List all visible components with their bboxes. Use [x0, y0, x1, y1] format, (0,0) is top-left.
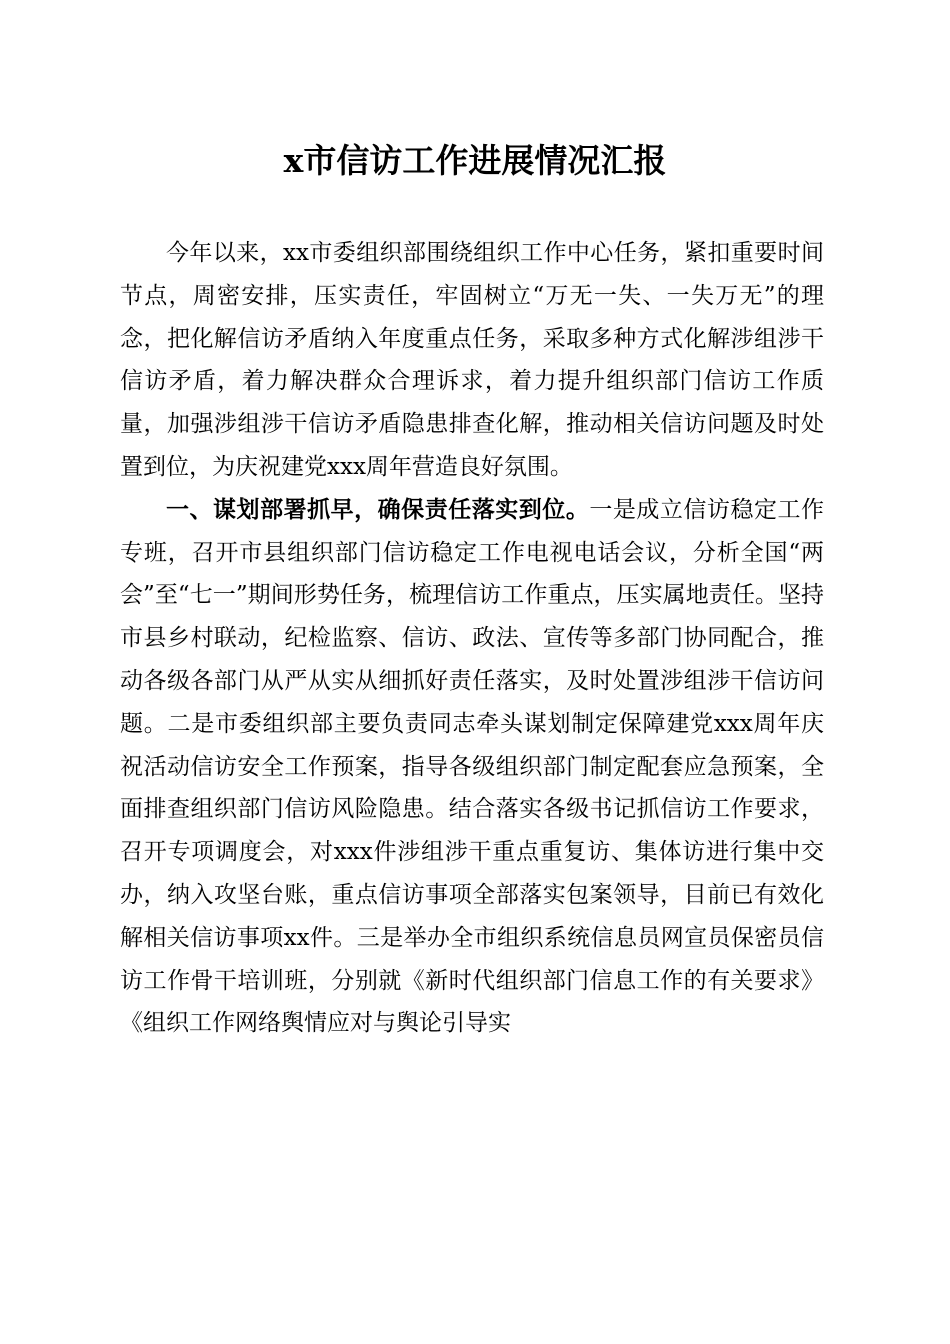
- document-body: [120, 232, 824, 1045]
- section-one-text: 一是成立信访稳定工作专班，召开市县组织部门信访稳定工作电视电话会议，分析全国“两会”至“七一”期间形势任务，梳理信访工作重点，压实属地责任。坚持市县乡村联动，纪检监察、信访、政法、宣传等多部门协同配合，推动各级各部门从严从实从细抓好责任落实，及时处置涉组涉干信访问题。二是市委组织部主要负责同志牵头谋划制定保障建党xxx周年庆祝活动信访安全工作预案，指导各级组织部门制定配套应急预案，全面排查组织部门信访风险隐患。结合落实各级书记抓信访工作要求，召开专项调度会，对xxx件涉组涉干重点重复访、集体访进行集中交办，纳入攻坚台账，重点信访事项全部落实包案领导，目前已有效化解相关信访事项xx件。三是举办全市组织系统信息员网宣员保密员信访工作骨干培训班，分别就《新时代组织部门信息工作的有关要求》《组织工作网络舆情应对与舆论引导实: [120, 496, 825, 1037]
- section-one-paragraph: [120, 489, 824, 1045]
- document-title: x市信访工作进展情况汇报: [283, 141, 667, 180]
- section-one-heading: 一、谋划部署抓早，确保责任落实到位。: [166, 496, 590, 523]
- intro-paragraph: 今年以来，xx市委组织部围绕组织工作中心任务，紧扣重要时间节点，周密安排，压实责任，牢固树立“万无一失、一失万无”的理念，把化解信访矛盾纳入年度重点任务，采取多种方式化解涉组涉干信访矛盾，着力解决群众合理诉求，着力提升组织部门信访工作质量，加强涉组涉干信访矛盾隐患排查化解，推动相关信访问题及时处置到位，为庆祝建党xxx周年营造良好氛围。: [120, 240, 824, 480]
